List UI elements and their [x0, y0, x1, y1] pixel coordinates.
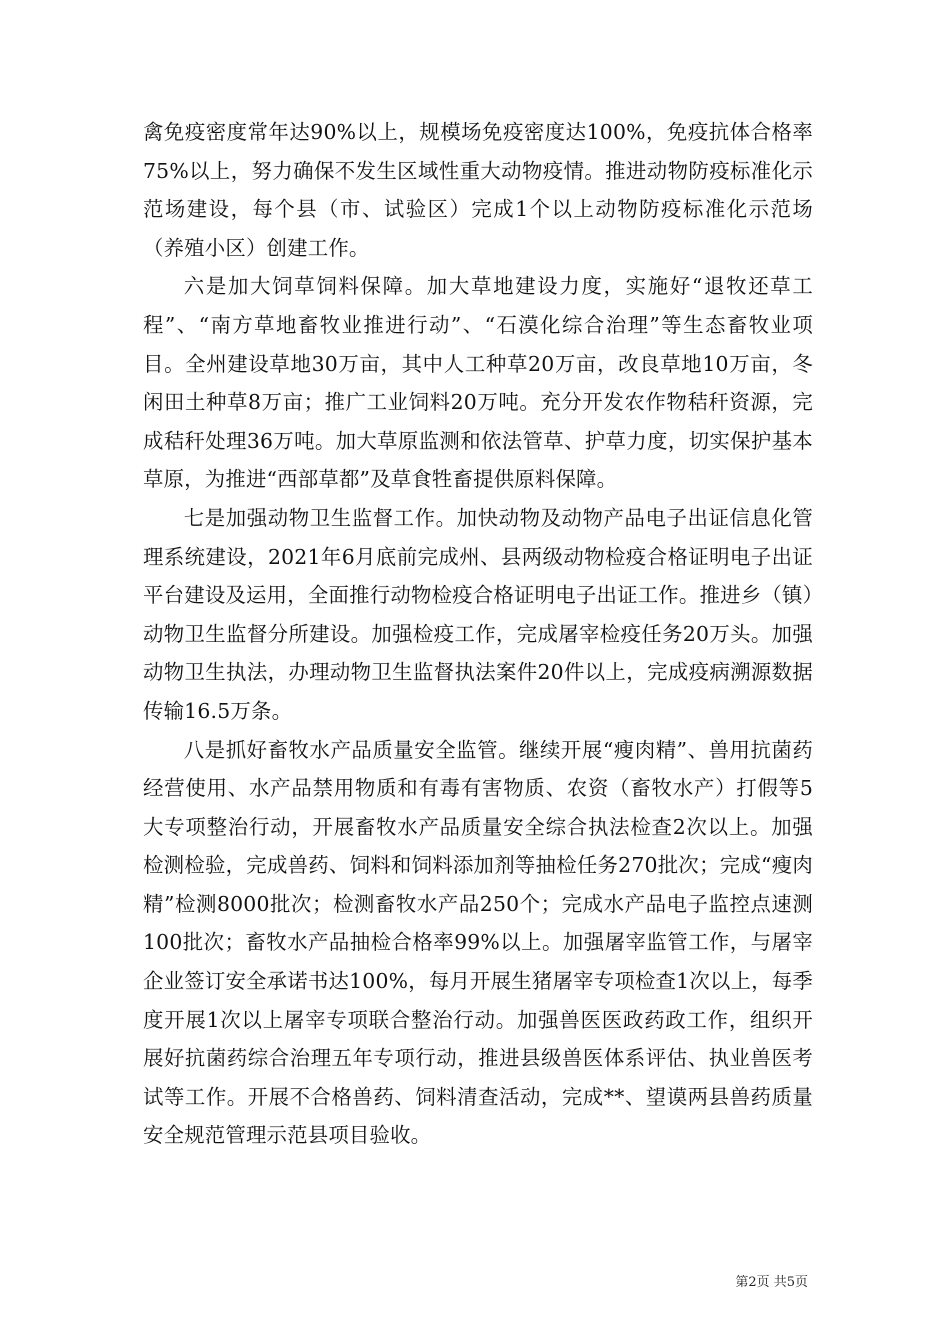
document-body [143, 113, 813, 1155]
paragraph-forage-supply: 六是加大饲草饲料保障。加大草地建设力度，实施好“退牧还草工程”、“南方草地畜牧业推进行动”、“石漠化综合治理”等生态畜牧业项目。全州建设草地30万亩，其中人工种草20万亩，改良草地10万亩，冬闲田土种草8万亩；推广工业饲料20万吨。充分开发农作物秸秆资源，完成秸秆处理36万吨。加大草原监测和依法管草、护草力度，切实保护基本草原，为推进“西部草都”及草食牲畜提供原料保障。 [143, 274, 813, 492]
page-number-footer: 第2页 共5页 [735, 1275, 808, 1290]
paragraph-animal-health-supervision: 七是加强动物卫生监督工作。加快动物及动物产品电子出证信息化管理系统建设，2021年6月底前完成州、县两级动物检疫合格证明电子出证平台建设及运用，全面推行动物检疫合格证明电子出证工作。推进乡（镇）动物卫生监督分所建设。加强检疫工作，完成屠宰检疫任务20万头。加强动物卫生执法，办理动物卫生监督执法案件20件以上，完成疫病溯源数据传输16.5万条。 [143, 505, 813, 723]
paragraph-product-quality-safety: 八是抓好畜牧水产品质量安全监管。继续开展“瘦肉精”、兽用抗菌药经营使用、水产品禁用物质和有毒有害物质、农资（畜牧水产）打假等5大专项整治行动，开展畜牧水产品质量安全综合执法检查2次以上。加强检测检验，完成兽药、饲料和饲料添加剂等抽检任务270批次；完成“瘦肉精”检测8000批次；检测畜牧水产品250个；完成水产品电子监控点速测100批次；畜牧水产品抽检合格率99%以上。加强屠宰监管工作，与屠宰企业签订安全承诺书达100%，每月开展生猪屠宰专项检查1次以上，每季度开展1次以上屠宰专项联合整治行动。加强兽医医政药政工作，组织开展好抗菌药综合治理五年专项行动，推进县级兽医体系评估、执业兽医考试等工作。开展不合格兽药、饲料清查活动，完成**、望谟两县兽药质量安全规范管理示范县项目验收。 [143, 737, 813, 1148]
paragraph-continued: 禽免疫密度常年达90%以上，规模场免疫密度达100%，免疫抗体合格率75%以上，努力确保不发生区域性重大动物疫情。推进动物防疫标准化示范场建设，每个县（市、试验区）完成1个以上动物防疫标准化示范场（养殖小区）创建工作。 [143, 120, 813, 260]
